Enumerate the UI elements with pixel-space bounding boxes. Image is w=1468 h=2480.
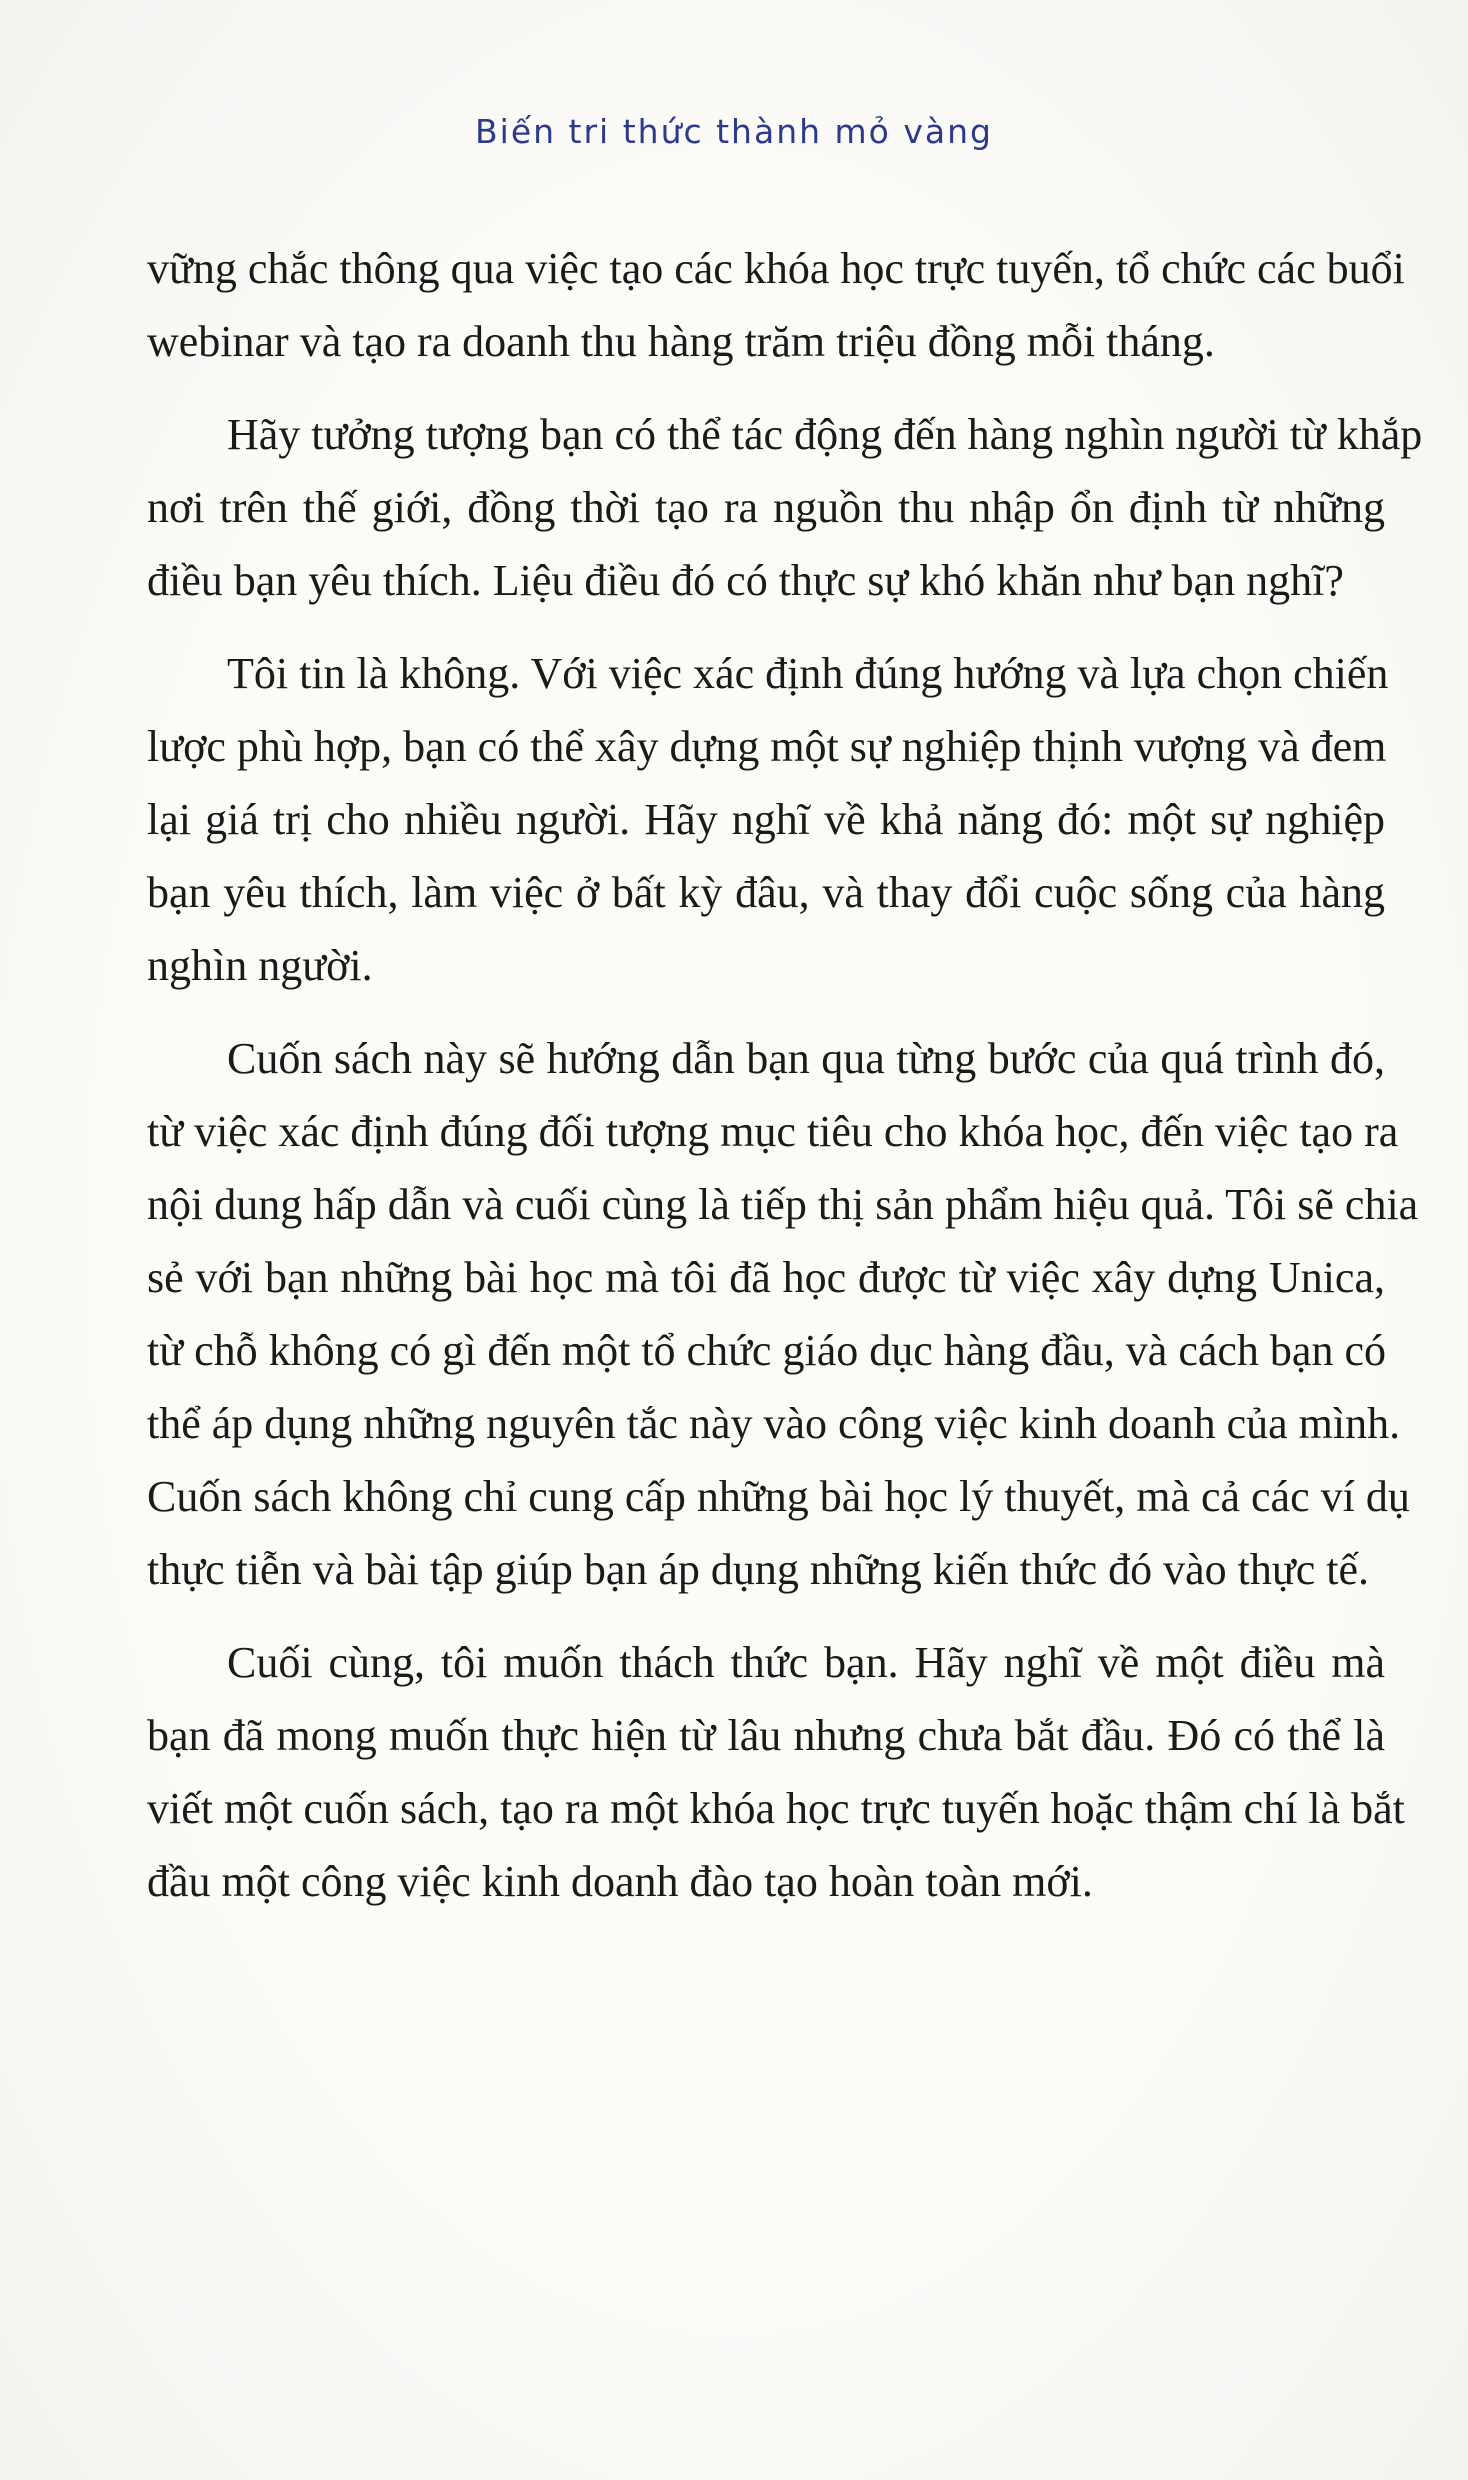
text-line: điều bạn yêu thích. Liệu điều đó có thực sự khó khăn như bạn nghĩ?: [147, 556, 1344, 605]
paragraph: [147, 398, 1423, 617]
text-line: nội dung hấp dẫn và cuối cùng là tiếp thị sản phẩm hiệu quả. Tôi sẽ chia: [147, 1180, 1419, 1229]
body-text: [147, 232, 1423, 1918]
running-header: Biến tri thức thành mỏ vàng: [475, 112, 993, 151]
text-line: Hãy tưởng tượng bạn có thể tác động đến hàng nghìn người từ khắp: [227, 410, 1423, 459]
text-line: vững chắc thông qua việc tạo các khóa học trực tuyến, tổ chức các buổi: [147, 244, 1405, 293]
text-line: thể áp dụng những nguyên tắc này vào công việc kinh doanh của mình.: [147, 1399, 1401, 1448]
text-line: Cuối cùng, tôi muốn thách thức bạn. Hãy nghĩ về một điều mà: [227, 1638, 1385, 1687]
text-line: Tôi tin là không. Với việc xác định đúng hướng và lựa chọn chiến: [227, 649, 1389, 698]
paragraph: [147, 1626, 1405, 1918]
paragraph: [147, 232, 1405, 378]
paragraph: [147, 1022, 1419, 1606]
text-line: đầu một công việc kinh doanh đào tạo hoàn toàn mới.: [147, 1857, 1093, 1906]
text-line: viết một cuốn sách, tạo ra một khóa học trực tuyến hoặc thậm chí là bắt: [147, 1784, 1405, 1833]
text-line: từ việc xác định đúng đối tượng mục tiêu cho khóa học, đến việc tạo ra: [147, 1107, 1399, 1156]
text-line: lại giá trị cho nhiều người. Hãy nghĩ về khả năng đó: một sự nghiệp: [147, 795, 1385, 844]
text-line: lược phù hợp, bạn có thể xây dựng một sự nghiệp thịnh vượng và đem: [147, 722, 1387, 771]
text-line: bạn yêu thích, làm việc ở bất kỳ đâu, và thay đổi cuộc sống của hàng: [147, 868, 1385, 917]
text-line: sẻ với bạn những bài học mà tôi đã học được từ việc xây dựng Unica,: [147, 1253, 1385, 1302]
text-line: Cuốn sách này sẽ hướng dẫn bạn qua từng bước của quá trình đó,: [227, 1034, 1385, 1083]
text-line: webinar và tạo ra doanh thu hàng trăm triệu đồng mỗi tháng.: [147, 317, 1215, 366]
text-line: Cuốn sách không chỉ cung cấp những bài học lý thuyết, mà cả các ví dụ: [147, 1472, 1410, 1521]
text-line: nghìn người.: [147, 941, 373, 990]
text-line: thực tiễn và bài tập giúp bạn áp dụng những kiến thức đó vào thực tế.: [147, 1545, 1369, 1594]
text-line: bạn đã mong muốn thực hiện từ lâu nhưng chưa bắt đầu. Đó có thể là: [147, 1711, 1385, 1760]
text-line: nơi trên thế giới, đồng thời tạo ra nguồn thu nhập ổn định từ những: [147, 483, 1385, 532]
paragraph: [147, 637, 1389, 1002]
text-line: từ chỗ không có gì đến một tổ chức giáo dục hàng đầu, và cách bạn có: [147, 1326, 1386, 1375]
